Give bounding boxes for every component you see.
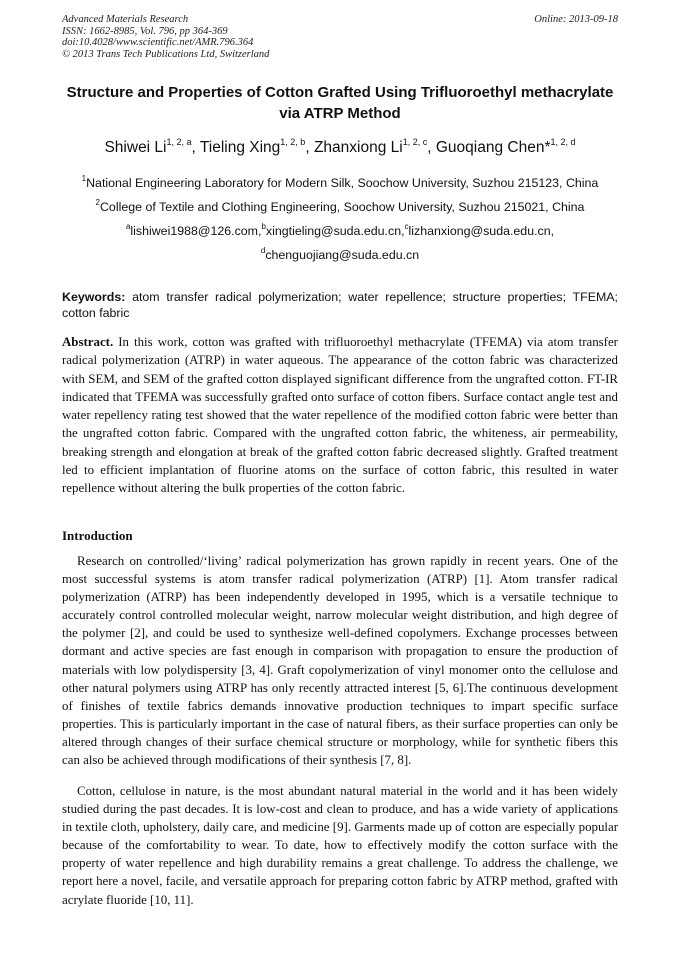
abstract	[62, 333, 618, 498]
affiliation-text: College of Textile and Clothing Engineering, Soochow University, Suzhou 215021, China	[99, 200, 585, 214]
affiliation-mark: 1	[81, 174, 87, 183]
author-separator: ,	[427, 139, 436, 156]
email-address: lishiwei1988@126.com,	[130, 224, 262, 238]
keywords-label: Keywords:	[62, 290, 126, 304]
copyright-line: © 2013 Trans Tech Publications Ltd, Switzerland	[62, 48, 270, 60]
doi-line: doi:10.4028/www.scientific.net/AMR.796.364	[62, 37, 254, 48]
author-emails	[62, 223, 618, 239]
email-address: lizhanxiong@suda.edu.cn,	[408, 224, 555, 238]
email-mark: a	[125, 222, 131, 231]
publication-header	[62, 14, 618, 60]
journal-name: Advanced Materials Research	[62, 14, 189, 25]
author-superscript: 1, 2, b	[280, 137, 306, 147]
author-name: Tieling Xing	[199, 139, 281, 156]
author-list	[62, 138, 618, 158]
email-address: chenguojiang@suda.edu.cn	[265, 248, 420, 262]
author-name: Guoqiang Chen*	[435, 139, 551, 156]
author-separator: ,	[191, 139, 200, 156]
abstract-label: Abstract.	[62, 335, 114, 349]
author-name: Zhanxiong Li	[313, 139, 403, 156]
author-separator: ,	[305, 139, 314, 156]
online-date: Online: 2013-09-18	[534, 14, 618, 25]
introduction-paragraph-2: Cotton, cellulose in nature, is the most abundant natural material in the world and it has been widely studied during the past decades. It is low-cost and clean to produce, and has a wide variety of applications in textile cloth, upholstery, daily care, and medicine [9]. Garments made up of cotton are especially popular because of the comfortability to wear. To date, how to effectively modify the cotton surface with the property of water repellence and high durability remains a great challenge. To address the challenge, we report here a novel, facile, and versatile approach for preparing cotton fabric by ATRP method, grafted with acrylate fluoride [10, 11].	[62, 784, 618, 907]
section-heading-introduction: Introduction	[62, 528, 133, 543]
keywords-text: atom transfer radical polymerization; water repellence; structure properties; TFEMA; cotton fabric	[62, 290, 618, 320]
corresponding-email	[62, 247, 618, 263]
affiliation-1	[62, 175, 618, 191]
paper-title: Structure and Properties of Cotton Grafted Using Trifluoroethyl methacrylate via ATRP Method	[66, 84, 614, 122]
introduction-paragraph-1: Research on controlled/‘living’ radical polymerization has grown rapidly in recent years. One of the most successful systems is atom transfer radical polymerization (ATRP) [1]. Atom transfer radical polymerization (ATRP) has been independently developed in 1995, which is a versatile technique to accurately control controlled molecular weight, narrow molecular weight distribution, and high degree of the polymer [2], and could be used to synthesize well-defined copolymers. Exchange processes between dormant and active species are fast enough in comparison with propagation to ensure the production of materials with low polydispersity [3, 4]. Graft copolymerization of vinyl monomer onto the cellulose and other natural polymers using ATRP has only recently attracted interest [5, 6].The continuous development of finishes of textile fabrics demands innovative production techniques to impart specific surface properties. This is particularly important in the case of natural fibers, as their surface properties can only be altered through changes of their surface chemical structure or morphology, while for synthetic fibers this can also be achieved through modifications of their synthesis [7, 8].	[62, 554, 618, 768]
author-superscript: 1, 2, d	[550, 137, 576, 147]
email-address: xingtieling@suda.edu.cn,	[265, 224, 405, 238]
affiliation-text: National Engineering Laboratory for Modern Silk, Soochow University, Suzhou 215123, China	[86, 176, 599, 190]
affiliation-mark: 2	[95, 198, 100, 207]
affiliation-2	[62, 199, 618, 215]
email-mark: d	[260, 246, 266, 255]
author-superscript: 1, 2, a	[166, 137, 192, 147]
keywords	[62, 289, 618, 321]
author-name: Shiwei Li	[104, 139, 167, 156]
issn-line: ISSN: 1662-8985, Vol. 796, pp 364-369	[62, 25, 228, 37]
email-mark: c	[404, 222, 409, 231]
author-superscript: 1, 2, c	[402, 137, 428, 147]
email-mark: b	[261, 222, 266, 231]
abstract-text: In this work, cotton was grafted with trifluoroethyl methacrylate (TFEMA) via atom transfer radical polymerization (ATRP) in water aqueous. The appearance of the cotton fabric was characterized with SEM, and SEM of the grafted cotton displayed significant difference from the ungrafted cotton. FT-IR indicated that TFEMA was successfully grafted onto surface of cotton fibers. Surface contact angle test and water repellency rating test showed that the water repellence of the modified cotton fabric were better than the ungrafted cotton fabric. Compared with the ungrafted cotton fabric, the whiteness, air permeability, breaking strength and elongation at break of the grafted cotton fabric decreased slightly. Grafted treatment led to efficient implantation of fluorine atoms on the surface of cotton fabric, this resulted in water repellence without altering the bulk properties of the cotton fabric.	[62, 335, 618, 496]
